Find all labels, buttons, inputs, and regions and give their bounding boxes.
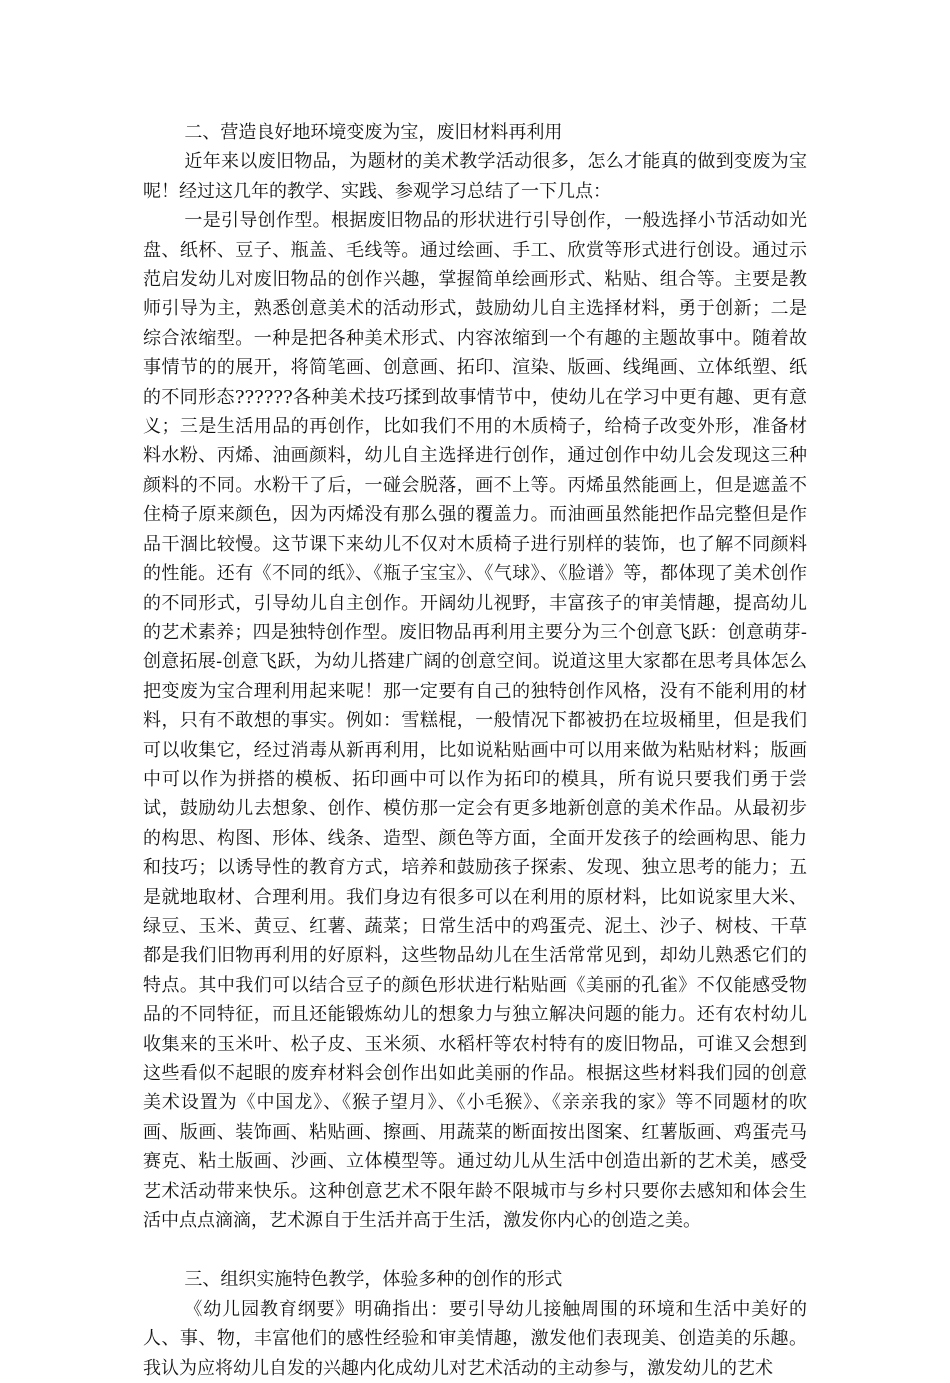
section-2-heading: 二、营造良好地环境变废为宝，废旧材料再利用 [184,122,563,143]
section-2-body: 一是引导创作型。根据废旧物品的形状进行引导创作，一般选择小节活动如光盘、纸杯、豆子、瓶盖、毛线等。通过绘画、手工、欣赏等形式进行创设。通过示范启发幼儿对废旧物品的创作兴趣，掌握简单绘画形式、粘贴、组合等。主要是教师引导为主，熟悉创意美术的活动形式，鼓励幼儿自主选择材料，勇于创新；二是综合浓缩型。一种是把各种美术形式、内容浓缩到一个有趣的主题故事中。随着故事情节的的展开，将简笔画、创意画、拓印、渲染、版画、线绳画、立体纸塑、纸的不同形态??????各种美术技巧揉到故事情节中，使幼儿在学习中更有趣、更有意义；三是生活用品的再创作，比如我们不用的木质椅子，给椅子改变外形，准备材料水粉、丙烯、油画颜料，幼儿自主选择进行创作，通过创作中幼儿会发现这三种颜料的不同。水粉干了后，一碰会脱落，画不上等。丙烯虽然能画上，但是遮盖不住椅子原来颜色，因为丙烯没有那么强的覆盖力。而油画虽然能把作品完整但是作品干涸比较慢。这节课下来幼儿不仅对木质椅子进行别样的装饰，也了解不同颜料的性能。还有《不同的纸》、《瓶子宝宝》、《气球》、《脸谱》等，都体现了美术创作的不同形式，引导幼儿自主创作。开阔幼儿视野，丰富孩子的审美情趣，提高幼儿的艺术素养；四是独特创作型。废旧物品再利用主要分为三个创意飞跃：创意萌芽-创意拓展-创意飞跃，为幼儿搭建广阔的创意空间。说道这里大家都在思考具体怎么把变废为宝合理利用起来呢！那一定要有自己的独特创作风格，没有不能利用的材料，只有不敢想的事实。例如：雪糕棍，一般情况下都被扔在垃圾桶里，但是我们可以收集它，经过消毒从新再利用，比如说粘贴画中可以用来做为粘贴材料；版画中可以作为拼搭的模板、拓印画中可以作为拓印的模具，所有说只要我们勇于尝试，鼓励幼儿去想象、创作、模仿那一定会有更多地新创意的美术作品。从最初步的构思、构图、形体、线条、造型、颜色等方面，全面开发孩子的绘画构思、能力和技巧；以诱导性的教育方式，培养和鼓励孩子探索、发现、独立思考的能力；五是就地取材、合理利用。我们身边有很多可以在利用的原材料，比如说家里大米、绿豆、玉米、黄豆、红薯、蔬菜；日常生活中的鸡蛋壳、泥土、沙子、树枝、干草都是我们旧物再利用的好原料，这些物品幼儿在生活常常见到，却幼儿熟悉它们的特点。其中我们可以结合豆子的颜色形状进行粘贴画《美丽的孔雀》不仅能感受物品的不同特征，而且还能锻炼幼儿的想象力与独立解决问题的能力。还有农村幼儿收集来的玉米叶、松子皮、玉米须、水稻杆等农村特有的废旧物品，可谁又会想到这些看似不起眼的废弃材料会创作出如此美丽的作品。根据这些材料我们园的创意美术设置为《中国龙》、《猴子望月》、《小毛猴》、《亲亲我的家》等不同题材的吹画、版画、装饰画、粘贴画、擦画、用蔬菜的断面按出图案、红薯版画、鸡蛋壳马赛克、粘土版画、沙画、立体模型等。通过幼儿从生活中创造出新的艺术美，感受艺术活动带来快乐。这种创意艺术不限年龄不限城市与乡村只要你去感知和体会生活中点点滴滴，艺术源自于生活并高于生活，激发你内心的创造之美。 [143,210,807,1232]
section-gap [143,1235,807,1265]
section-3-body: 《幼儿园教育纲要》明确指出：要引导幼儿接触周围的环境和生活中美好的人、事、物，丰富他们的感性经验和审美情趣，激发他们表现美、创造美的乐趣。我认为应将幼儿自发的兴趣内化成幼儿对艺术活动的主动参与，激发幼儿的艺术 [143,1298,807,1379]
section-2-intro: 近年来以废旧物品，为题材的美术教学活动很多，怎么才能真的做到变废为宝呢！经过这几年的教学、实践、参观学习总结了一下几点： [143,151,807,202]
section-3-heading: 三、组织实施特色教学，体验多种的创作的形式 [184,1269,563,1291]
document-page [143,118,807,1383]
